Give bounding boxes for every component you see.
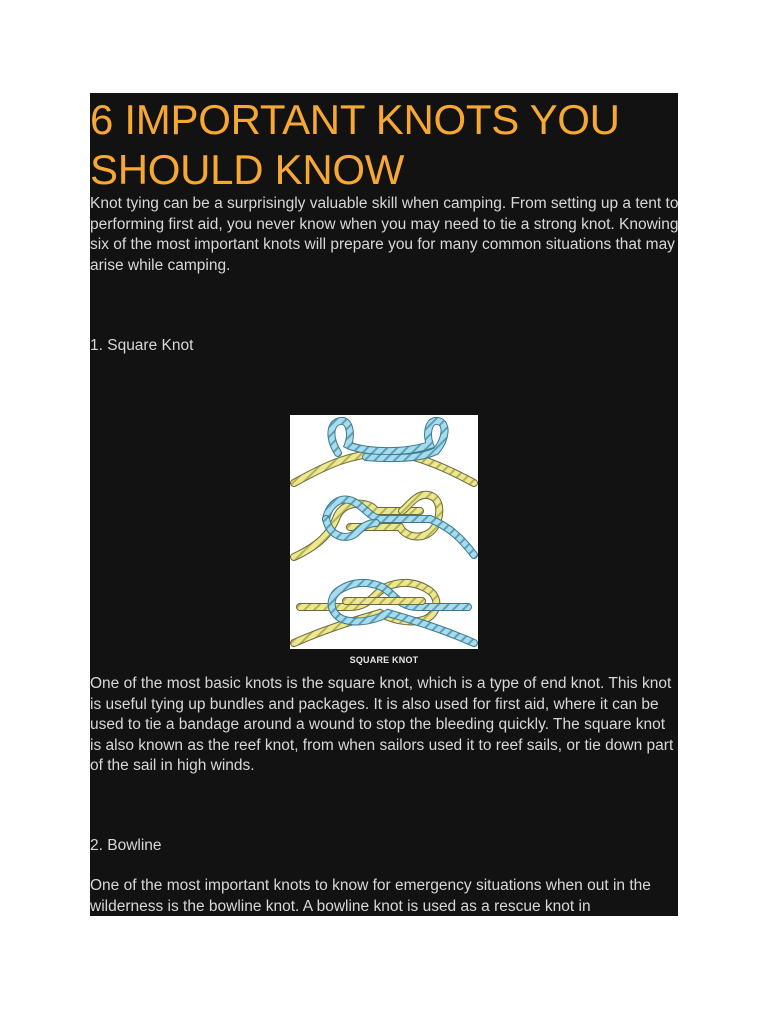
square-knot-diagram [290,415,478,649]
square-knot-paragraph: One of the most basic knots is the square knot, which is a type of end knot. This knot is useful tying up bundles and packages. It is also used for first aid, where it can be used to tie a bandage around a wound to stop the bleeding quickly. The square knot is also known as the reef knot, from when sailors used it to reef sails, or tie down part of the sail in high winds. [90,675,674,774]
bowline-paragraph: One of the most important knots to know for emergency situations when out in the wilderness is the bowline knot. A bowline knot is used as a rescue knot in [90,877,651,915]
article-title: 6 IMPORTANT KNOTS YOU SHOULD KNOW [90,96,620,193]
knot-stage-1 [294,421,474,483]
intro-paragraph: Knot tying can be a surprisingly valuable skill when camping. From setting up a tent to performing first aid, you never know when you may need to tie a strong knot. Knowing six of the most important knots will prepare you for many common situations that may arise while camping. [90,195,678,274]
article-block [90,93,678,916]
knot-stage-3 [294,583,474,643]
figure-caption: SQUARE KNOT [349,655,419,665]
section-heading-square-knot: 1. Square Knot [90,337,194,354]
square-knot-illustration [290,415,478,649]
section-heading-bowline: 2. Bowline [90,837,162,854]
knot-stage-2 [294,495,474,557]
